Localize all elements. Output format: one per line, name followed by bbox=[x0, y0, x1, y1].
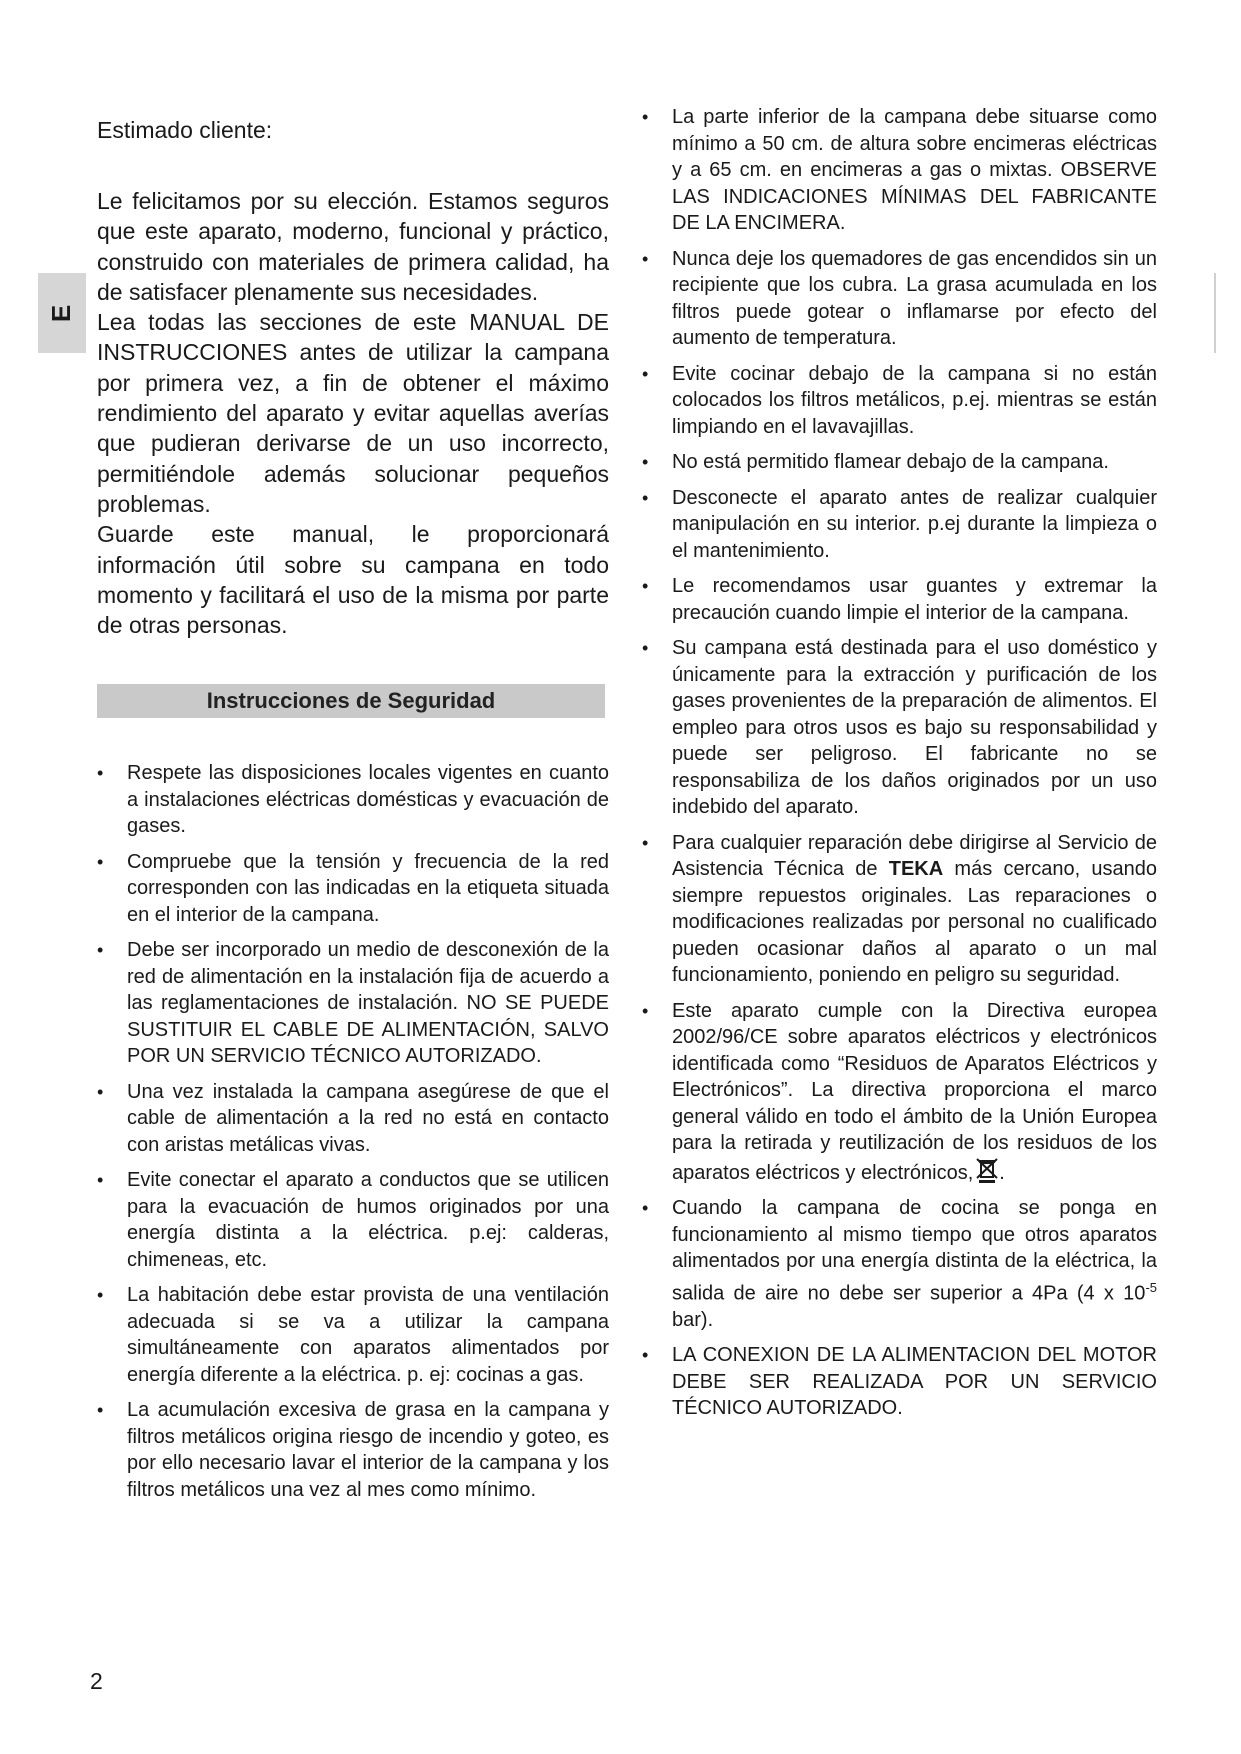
greeting: Estimado cliente: bbox=[97, 117, 273, 143]
pressure-text: Cuando la campana de cocina se ponga en funcionamiento al mismo tiempo que otros aparatos alimentados por una energía distinta de la eléctrica, la salida de aire no debe ser superior a 4Pa (4 x 10 bbox=[672, 1197, 1157, 1305]
intro-paragraph: Lea todas las secciones de este MANUAL DE INSTRUCCIONES antes de utilizar la campana por primera vez, a fin de obtener el máximo rendimiento del aparato y evitar aquellas averías que pudieran derivarse de un uso incorrecto, permitiéndole además solucionar pequeños problemas. bbox=[97, 309, 609, 517]
brand-name: TEKA bbox=[888, 858, 944, 880]
safety-item: • Evite conectar el aparato a conductos que se utilicen para la evacuación de humos originados por una energía distinta a la eléctrica. p.ej: calderas, chimeneas, etc. bbox=[97, 1167, 609, 1273]
left-column bbox=[97, 112, 609, 1512]
safety-item: • Le recomendamos usar guantes y extremar la precaución cuando limpie el interior de la campana. bbox=[642, 573, 1157, 626]
safety-item: • Evite cocinar debajo de la campana si no están colocados los filtros metálicos, p.ej. mientras se están limpiando en el lavavajillas. bbox=[642, 361, 1157, 441]
safety-item-weee bbox=[642, 998, 1157, 1187]
weee-end: . bbox=[999, 1161, 1005, 1184]
safety-list-right bbox=[642, 104, 1157, 1422]
safety-item: • Nunca deje los quemadores de gas encendidos sin un recipiente que los cubra. La grasa acumulada en los filtros puede gotear o inflamarse por efecto del aumento de temperatura. bbox=[642, 246, 1157, 352]
safety-item: • La habitación debe estar provista de una ventilación adecuada si se va a utilizar la campana simultáneamente con aparatos alimentados por energía diferente a la eléctrica. p. ej: cocinas a gas. bbox=[97, 1282, 609, 1388]
safety-item: • Compruebe que la tensión y frecuencia de la red corresponden con las indicadas en la etiqueta situada en el interior de la campana. bbox=[97, 849, 609, 929]
language-tab bbox=[38, 273, 86, 353]
safety-item-pressure bbox=[642, 1195, 1157, 1333]
section-title: Instrucciones de Seguridad bbox=[97, 684, 605, 718]
repair-text: Para cualquier reparación debe dirigirse al Servicio de Asistencia Técnica de bbox=[672, 831, 1157, 880]
page-number: 2 bbox=[90, 1668, 103, 1694]
safety-item: • LA CONEXION DE LA ALIMENTACION DEL MOTOR DEBE SER REALIZADA POR UN SERVICIO TÉCNICO AUTORIZADO. bbox=[642, 1342, 1157, 1422]
language-tab-letter: E bbox=[46, 304, 77, 322]
pressure-end: bar). bbox=[672, 1308, 714, 1331]
safety-item: • La parte inferior de la campana debe situarse como mínimo a 50 cm. de altura sobre encimeras eléctricas y a 65 cm. en encimeras a gas o mixtas. OBSERVE LAS INDICACIONES MÍNIMAS DEL FABRICANTE DE LA ENCIMERA. bbox=[642, 104, 1157, 237]
safety-list-left bbox=[97, 760, 609, 1503]
repair-text-end: más cercano, usando siempre repuestos originales. Las reparaciones o modificaciones realizadas por personal no cualificado pueden ocasionar daños al aparato o un mal funcionamiento, poniendo en peligro su seguridad. bbox=[672, 858, 1157, 986]
safety-item: • Debe ser incorporado un medio de desconexión de la red de alimentación en la instalación fija de acuerdo a las reglamentaciones de instalación. NO SE PUEDE SUSTITUIR EL CABLE DE ALIMENTACIÓN, SALVO POR UN SERVICIO TÉCNICO AUTORIZADO. bbox=[97, 937, 609, 1070]
intro-paragraph: Guarde este manual, le proporcionará información útil sobre su campana en todo momento y facilitará el uso de la misma por parte de otras personas. bbox=[97, 521, 609, 639]
margin-rule bbox=[1214, 273, 1216, 353]
intro-paragraph: Le felicitamos por su elección. Estamos seguros que este aparato, moderno, funcional y práctico, construido con materiales de primera calidad, ha de satisfacer plenamente sus necesidades. bbox=[97, 188, 609, 305]
safety-item: • La acumulación excesiva de grasa en la campana y filtros metálicos origina riesgo de incendio y goteo, es por ello necesario lavar el interior de la campana y los filtros metálicos una vez al mes como mínimo. bbox=[97, 1397, 609, 1503]
safety-item: • No está permitido flamear debajo de la campana. bbox=[642, 449, 1157, 476]
intro bbox=[97, 186, 609, 640]
pressure-exponent: -5 bbox=[1145, 1279, 1157, 1295]
crossed-bin-icon bbox=[975, 1157, 999, 1183]
weee-text: Este aparato cumple con la Directiva europea 2002/96/CE sobre aparatos eléctricos y electrónicos identificada como “Residuos de Aparatos Eléctricos y Electrónicos”. La directiva proporciona el marco general válido en todo el ámbito de la Unión Europea para la retirada y reutilización de los residuos de los aparatos eléctricos y electrónicos, bbox=[672, 999, 1157, 1184]
safety-item: • Su campana está destinada para el uso doméstico y únicamente para la extracción y purificación de los gases provenientes de la preparación de alimentos. El empleo para otros usos es bajo su responsabilidad y puede ser peligroso. El fabricante no se responsabiliza de los daños originados por un uso indebido del aparato. bbox=[642, 635, 1157, 821]
right-column bbox=[642, 104, 1157, 1431]
safety-item: • Desconecte el aparato antes de realizar cualquier manipulación en su interior. p.ej durante la limpieza o el mantenimiento. bbox=[642, 485, 1157, 565]
safety-item: • Respete las disposiciones locales vigentes en cuanto a instalaciones eléctricas domésticas y evacuación de gases. bbox=[97, 760, 609, 840]
safety-item: • Una vez instalada la campana asegúrese de que el cable de alimentación a la red no está en contacto con aristas metálicas vivas. bbox=[97, 1079, 609, 1159]
safety-item-repair bbox=[642, 830, 1157, 989]
